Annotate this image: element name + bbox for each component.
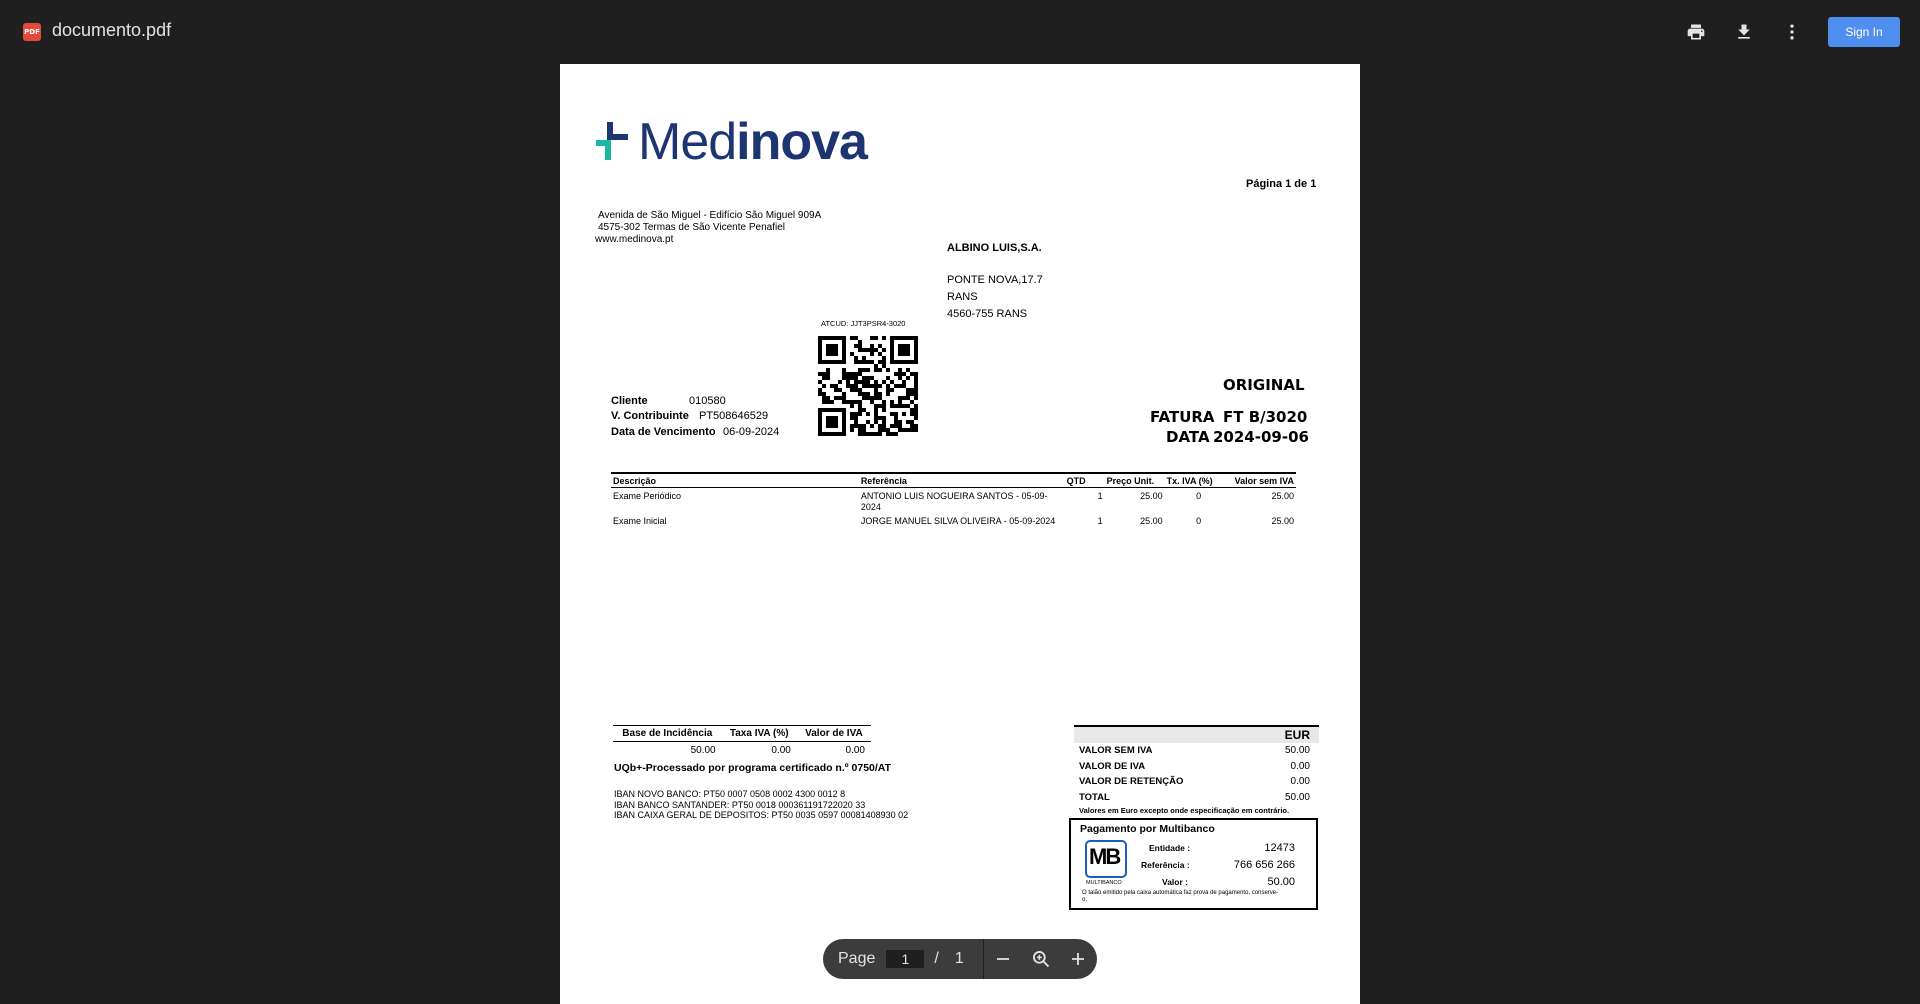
- item-iva: 0: [1196, 491, 1202, 501]
- item-qtd: 1: [1097, 516, 1103, 526]
- iban-line: IBAN BANCO SANTANDER: PT50 0018 000361191722020 33: [614, 800, 866, 810]
- item-preco: 25.00: [1140, 516, 1163, 526]
- total-row-iva: [1074, 759, 1319, 775]
- recipient-line3: 4560-755 RANS: [947, 308, 1028, 320]
- col-iva: Tx. IVA (%): [1165, 473, 1233, 488]
- table-row: [611, 488, 1296, 514]
- page-number-input[interactable]: [886, 950, 924, 968]
- download-icon[interactable]: [1730, 18, 1758, 46]
- pdf-page: [560, 64, 1360, 1004]
- issuer-address-line1: Avenida de São Miguel - Edifício São Miguel 909A: [598, 210, 822, 221]
- totals-box: [1074, 725, 1319, 815]
- certification-note: UQb+-Processado por programa certificado n.º 0750/AT: [614, 762, 892, 774]
- fatura-label: FATURA: [1150, 408, 1215, 426]
- medinova-logo-text: Medinova: [638, 113, 867, 171]
- item-descricao: Exame Periódico: [613, 491, 682, 501]
- entidade-label: Entidade :: [1149, 843, 1191, 853]
- document-type: ORIGINAL: [1223, 376, 1305, 394]
- tax-summary-table: [613, 725, 871, 756]
- item-qtd: 1: [1097, 491, 1103, 501]
- sem-iva-value: 50.00: [1284, 745, 1310, 756]
- item-referencia: ANTONIO LUIS NOGUEIRA SANTOS - 05-09-2024: [860, 491, 1048, 512]
- page-separator: /: [934, 950, 939, 967]
- data-value: 2024-09-06: [1213, 428, 1309, 446]
- items-header-row: [611, 473, 1296, 488]
- plus-icon: [1069, 950, 1087, 968]
- col-valor: Valor sem IVA: [1233, 473, 1296, 488]
- entidade-value: 12473: [1264, 842, 1295, 854]
- vencimento-value: 06-09-2024: [723, 426, 780, 438]
- client-label: Cliente: [611, 395, 648, 407]
- client-value: 010580: [689, 395, 726, 407]
- tax-taxa-value: 0.00: [771, 745, 791, 756]
- sem-iva-label: VALOR SEM IVA: [1079, 745, 1153, 756]
- pager-divider: [983, 939, 984, 979]
- totals-note: Valores em Euro excepto onde especificação em contrário.: [1079, 806, 1290, 815]
- col-descricao: Descrição: [611, 473, 859, 488]
- vencimento-label: Data de Vencimento: [611, 426, 716, 438]
- viewer-toolbar: [0, 0, 1920, 64]
- valor-value: 50.00: [1267, 876, 1295, 888]
- recipient-line1: PONTE NOVA,17.7: [947, 274, 1043, 286]
- recipient-name: ALBINO LUIS,S.A.: [947, 242, 1042, 254]
- col-referencia: Referência: [859, 473, 1065, 488]
- item-preco: 25.00: [1140, 491, 1163, 501]
- total-pages: 1: [954, 950, 964, 967]
- multibanco-note: O talão emitido pela caixa automática faz prova de pagamento, conserve-o.: [1082, 890, 1279, 903]
- zoom-in-button[interactable]: [1060, 939, 1097, 979]
- multibanco-title: Pagamento por Multibanco: [1080, 823, 1215, 835]
- retencao-value: 0.00: [1290, 776, 1310, 787]
- multibanco-logo-icon: MB: [1085, 840, 1127, 878]
- more-vert-icon[interactable]: [1778, 18, 1806, 46]
- item-valor: 25.00: [1271, 491, 1294, 501]
- pdf-file-icon: PDF: [23, 23, 41, 41]
- item-referencia: JORGE MANUEL SILVA OLIVEIRA - 05-09-2024: [860, 516, 1056, 526]
- table-row: [611, 513, 1296, 527]
- retencao-label: VALOR DE RETENÇÃO: [1079, 776, 1184, 787]
- total-row-sem-iva: [1074, 743, 1319, 759]
- tax-base-value: 50.00: [690, 745, 716, 756]
- valor-label: Valor :: [1162, 877, 1188, 887]
- recipient-line2: RANS: [947, 291, 978, 303]
- zoom-out-button[interactable]: [985, 939, 1022, 979]
- page-indicator: Página 1 de 1: [1246, 178, 1317, 190]
- item-descricao: Exame Inicial: [613, 516, 667, 526]
- iva-value: 0.00: [1290, 760, 1310, 772]
- tax-summary-row: [613, 742, 871, 757]
- contribuinte-label: V. Contribuinte: [611, 410, 689, 422]
- items-table: [611, 472, 1296, 527]
- page-label: Page: [838, 950, 876, 967]
- tax-base-label: Base de Incidência: [613, 726, 722, 742]
- item-iva: 0: [1196, 516, 1202, 526]
- atcud-code: ATCUD: JJT3PSR4-3020: [821, 319, 906, 328]
- tax-taxa-label: Taxa IVA (%): [722, 726, 797, 742]
- iban-line: IBAN NOVO BANCO: PT50 0007 0508 0002 4300 0012 8: [614, 789, 846, 799]
- tax-valor-value: 0.00: [845, 745, 865, 756]
- col-preco: Preço Unit.: [1105, 473, 1165, 488]
- zoom-fit-button[interactable]: [1022, 939, 1059, 979]
- qr-code-icon: [818, 336, 918, 436]
- sign-in-button[interactable]: Sign In: [1828, 17, 1900, 47]
- currency-header: EUR: [1074, 725, 1319, 743]
- total-row-total: [1074, 790, 1319, 806]
- item-valor: 25.00: [1271, 516, 1294, 526]
- zoom-icon: [1031, 949, 1051, 969]
- page-navigation-bar: [823, 939, 1097, 979]
- total-label: TOTAL: [1079, 791, 1110, 803]
- print-icon[interactable]: [1682, 18, 1710, 46]
- issuer-address-line2: 4575-302 Termas de São Vicente Penafiel: [598, 222, 785, 233]
- multibanco-logo-caption: MULTIBANCO: [1086, 880, 1122, 886]
- total-value: 50.00: [1284, 791, 1310, 803]
- tax-summary-header: [613, 726, 871, 742]
- iva-label: VALOR DE IVA: [1079, 760, 1146, 772]
- issuer-website: www.medinova.pt: [595, 234, 674, 245]
- referencia-label: Referência :: [1141, 860, 1190, 870]
- total-row-retencao: [1074, 774, 1319, 790]
- fatura-number: FT B/3020: [1223, 408, 1308, 426]
- contribuinte-value: PT508646529: [699, 410, 769, 422]
- tax-valor-label: Valor de IVA: [797, 726, 871, 742]
- col-qtd: QTD: [1065, 473, 1105, 488]
- data-label: DATA: [1166, 428, 1210, 446]
- iban-line: IBAN CAIXA GERAL DE DEPOSITOS: PT50 0035 0597 00081408930 02: [614, 810, 909, 820]
- document-title: documento.pdf: [52, 20, 172, 40]
- medinova-logo-mark-icon: [594, 122, 636, 162]
- referencia-value: 766 656 266: [1233, 859, 1295, 871]
- minus-icon: [994, 950, 1012, 968]
- multibanco-box: [1069, 818, 1318, 910]
